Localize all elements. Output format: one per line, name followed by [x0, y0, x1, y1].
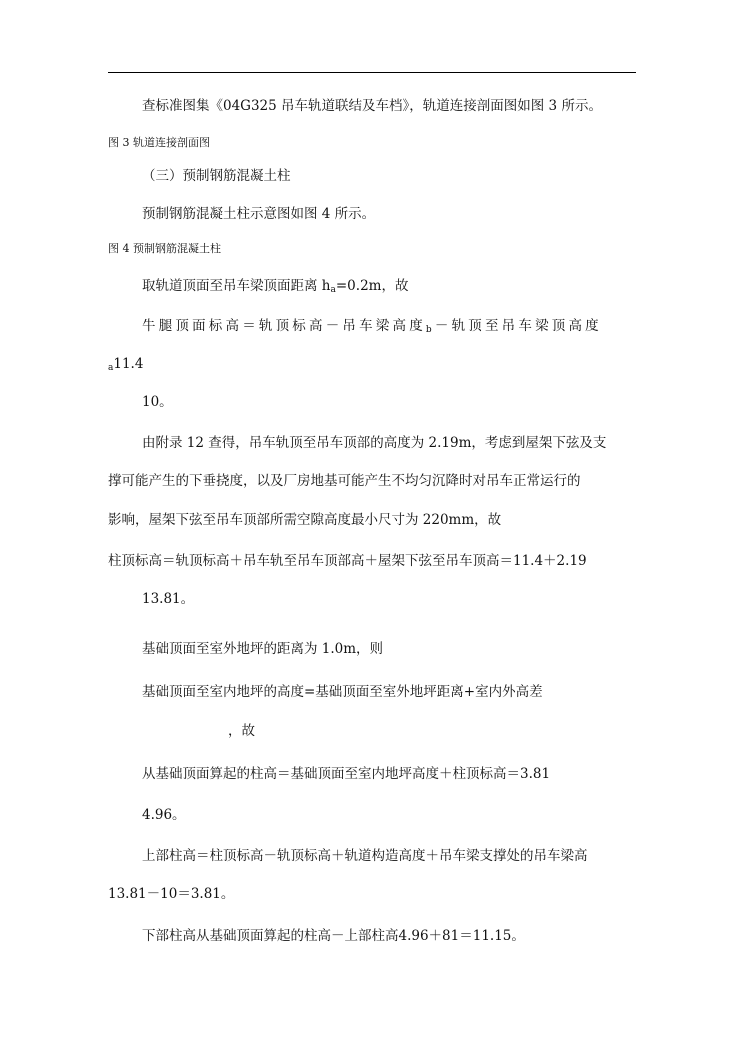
text-line-14: 13.81。 [142, 591, 195, 607]
figure-4-caption: 图 4 预制钢筋混凝土柱 [108, 242, 221, 255]
subscript-a: a [330, 285, 336, 295]
text-line-22-tail: 4.96＋81＝11.15。 [398, 928, 525, 944]
text-line-1: 查标准图集《04G325 吊车轨道联结及车档》，轨道连接剖面图如图 3 所示。 [142, 98, 602, 114]
text-line-19: 4.96。 [142, 807, 186, 823]
text-line-8 [108, 355, 143, 377]
text-line-17: ，故 [228, 723, 255, 739]
text-line-18: 从基础顶面算起的柱高＝基础顶面至室内地坪高度＋柱顶标高＝3.81 [142, 766, 551, 782]
text-line-7 [142, 317, 602, 339]
subscript-b: b [425, 325, 435, 335]
text-line-11: 撑可能产生的下垂挠度，以及厂房地基可能产生不均匀沉降时对吊车正常运行的 [108, 473, 581, 489]
figure-3-caption: 图 3 轨道连接剖面图 [108, 136, 210, 149]
text-line-13: 柱顶标高＝轨顶标高＋吊车轨至吊车顶部高＋屋架下弦至吊车顶高＝11.4＋2.19 [108, 553, 587, 569]
text-line-10: 由附录 12 查得，吊车轨顶至吊车顶部的高度为 2.19m，考虑到屋架下弦及支 [142, 435, 607, 451]
text-line-8-value: 11.4 [113, 356, 144, 372]
section-heading-3: （三）预制钢筋混凝土柱 [142, 168, 291, 184]
text-line-4: 预制钢筋混凝土柱示意图如图 4 所示。 [142, 206, 376, 222]
text-line-15: 基础顶面至室外地坪的距离为 1.0m，则 [142, 641, 384, 657]
text-line-20: 上部柱高＝柱顶标高－轨顶标高＋轨道构造高度＋吊车梁支撑处的吊车梁高 [142, 848, 588, 864]
header-rule [108, 72, 636, 73]
text-line-6 [142, 277, 408, 299]
text-line-6-main: 取轨道顶面至吊车梁顶面距离 h [142, 278, 331, 294]
text-line-21: 13.81－10＝3.81。 [108, 886, 235, 902]
text-line-6-tail: =0.2m，故 [335, 278, 409, 294]
text-line-22 [142, 927, 525, 945]
text-line-16: 基础顶面至室内地坪的高度=基础顶面至室外地坪距离+室内外高差 [142, 684, 543, 700]
subscript-a-2: a [108, 363, 114, 373]
text-line-22-mid: 从基础顶面算起的柱高－上部柱高 [196, 928, 399, 944]
text-line-12: 影响，屋架下弦至吊车顶部所需空隙高度最小尺寸为 220mm，故 [108, 512, 502, 528]
text-line-7-tail: －轨顶至吊车梁顶高度 [434, 318, 602, 334]
text-line-9: 10。 [142, 394, 173, 410]
text-line-7-main: 牛腿顶面标高＝轨顶标高－吊车梁高度 [142, 318, 426, 334]
text-line-22-main: 下部柱高 [142, 928, 196, 944]
